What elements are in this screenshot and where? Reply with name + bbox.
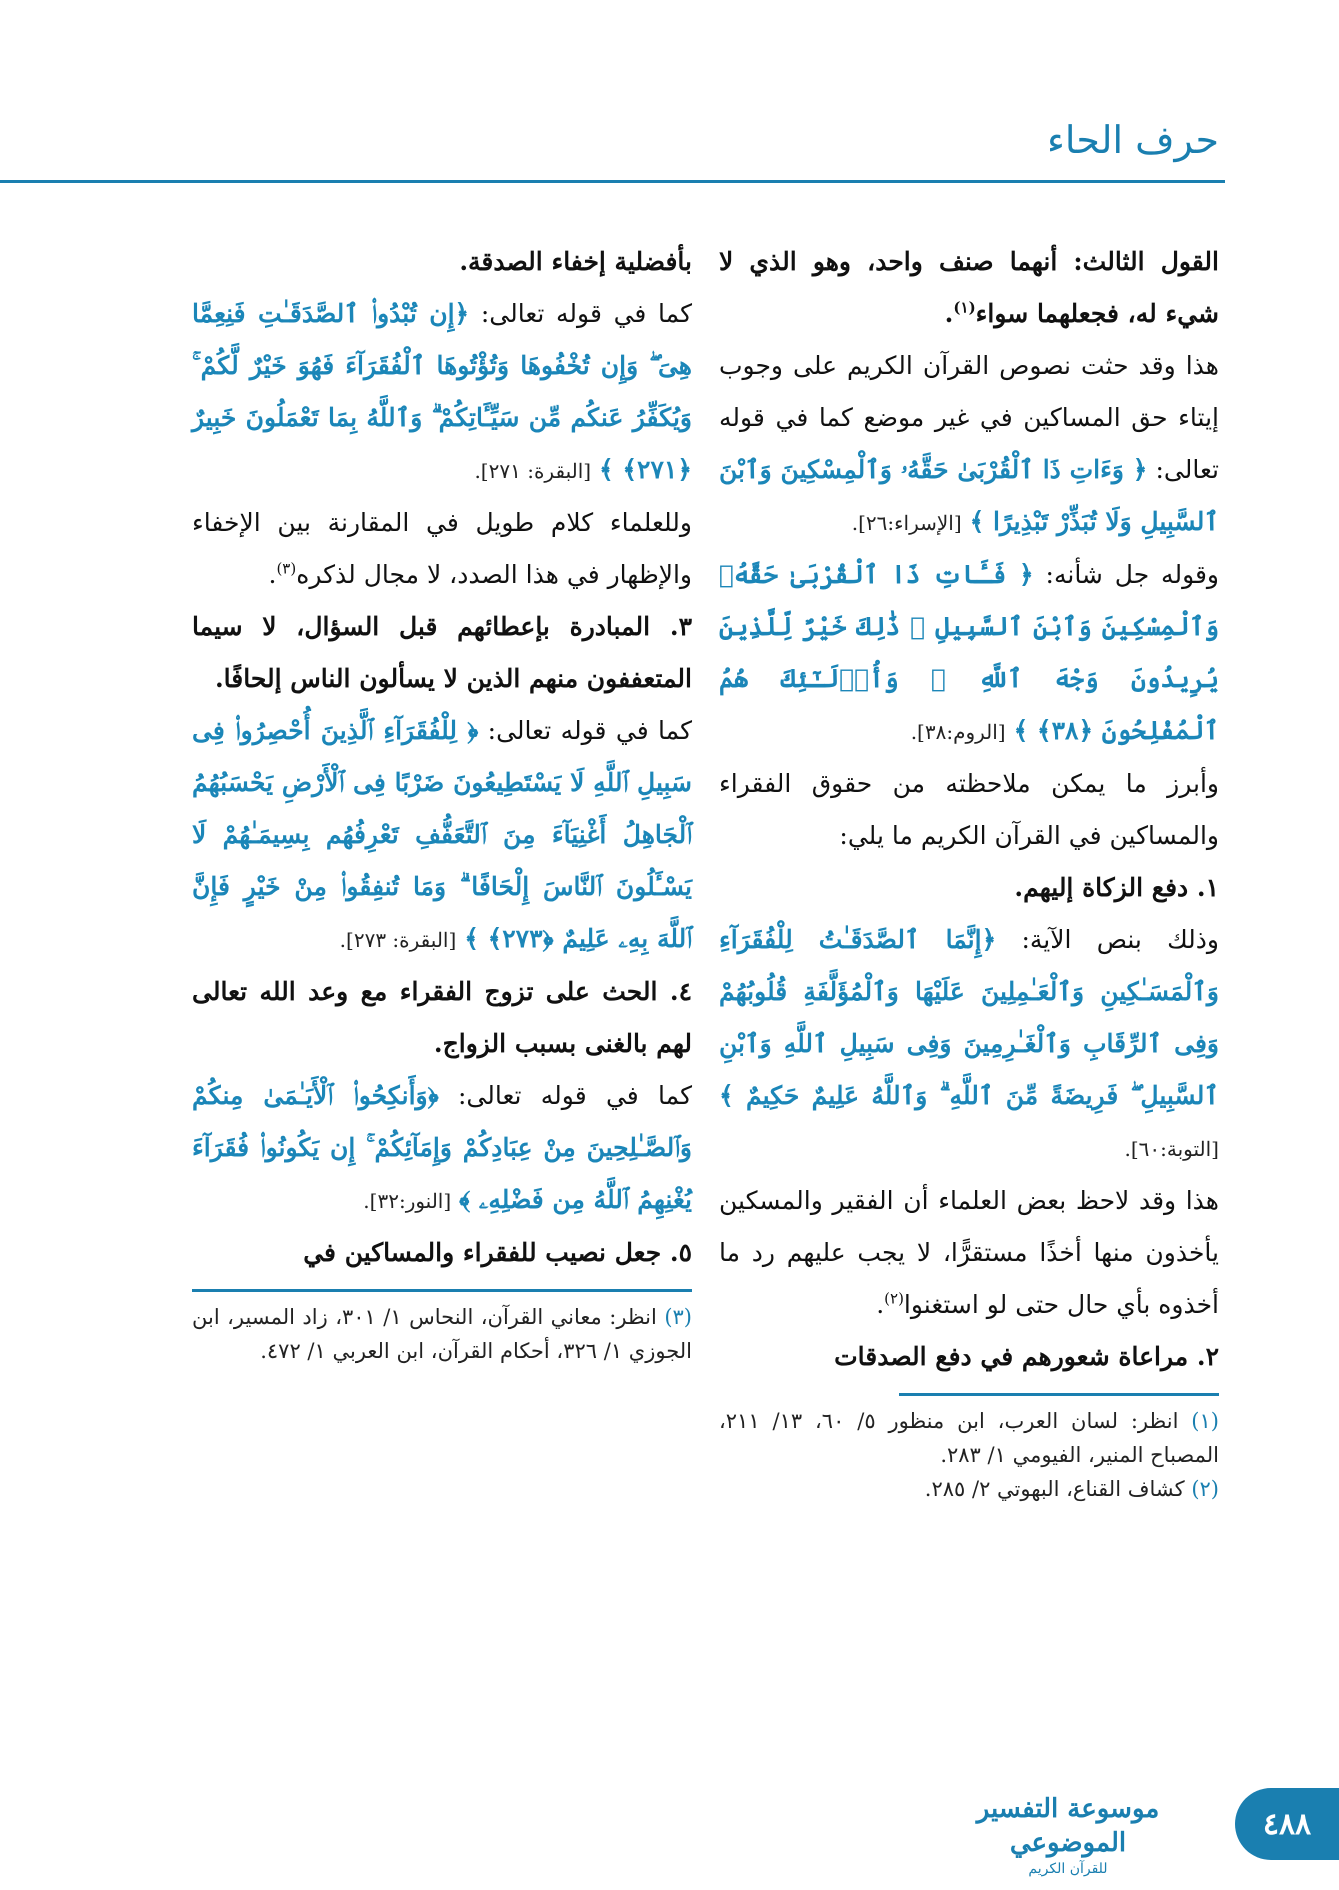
quran-verse: ﴿إِنَّمَا ٱلصَّدَقَـٰتُ لِلْفُقَرَآءِ وَٱلْمَسَـٰكِينِ وَٱلْعَـٰمِلِينَ عَلَيْهَا وَٱلْمُؤَلَّفَةِ قُلُوبُهُمْ وَفِى ٱلرِّقَابِ وَٱلْغَـٰرِمِينَ وَفِى سَبِيلِ ٱللَّهِ وَٱبْنِ ٱلسَّبِيلِ ۖ فَرِيضَةً مِّنَ ٱللَّهِ ۗ وَٱللَّهُ عَلِيمٌ حَكِيمٌ ﴾ [719, 925, 1219, 1110]
quran-verse: ﴿ فَـَٔاتِ ذَا ٱلْقُرْبَىٰ حَقَّهُۥ وَٱلْمِسْكِينَ وَٱبْنَ ٱلسَّبِيلِ ۚ ذَٰلِكَ خَيْرٌ لِّلَّذِينَ يُرِيدُونَ وَجْهَ ٱللَّهِ ۖ وَأُو۟لَـٰٓئِكَ هُمُ ٱلْمُفْلِحُونَ ﴿٣٨﴾ ﴾ [719, 560, 1219, 745]
quran-verse: ﴿ وَءَاتِ ذَا ٱلْقُرْبَىٰ حَقَّهُۥ وَٱلْمِسْكِينَ وَٱبْنَ ٱلسَّبِيلِ وَلَا تُبَذِّرْ تَبْذِيرًا ﴾ [719, 455, 1219, 536]
footnote-rule [192, 1289, 692, 1292]
paragraph: وقوله جل شأنه: ﴿ فَـَٔاتِ ذَا ٱلْقُرْبَىٰ حَقَّهُۥ وَٱلْمِسْكِينَ وَٱبْنَ ٱلسَّبِيلِ ۚ ذَٰلِكَ خَيْرٌ لِّلَّذِينَ يُرِيدُونَ وَجْهَ ٱللَّهِ ۖ وَأُو۟لَـٰٓئِكَ هُمُ ٱلْمُفْلِحُونَ ﴿٣٨﴾ ﴾ [الروم:٣٨]. [719, 560, 1220, 745]
footnote-ref[interactable]: (٢) [884, 1289, 904, 1308]
paragraph: كما في قوله تعالى: ﴿ لِلْفُقَرَآءِ ٱلَّذِينَ أُحْصِرُوا۟ فِى سَبِيلِ ٱللَّهِ لَا يَسْتَطِيعُونَ ضَرْبًا فِى ٱلْأَرْضِ يَحْسَبُهُمُ ٱلْجَاهِلُ أَغْنِيَآءَ مِنَ ٱلتَّعَفُّفِ تَعْرِفُهُم بِسِيمَـٰهُمْ لَا يَسْـَٔلُونَ ٱلنَّاسَ إِلْحَافًا ۗ وَمَا تُنفِقُوا۟ مِنْ خَيْرٍ فَإِنَّ ٱللَّهَ بِهِۦ عَلِيمٌ ﴿٢٧٣﴾ ﴾ [البقرة: ٢٧٣]. [192, 716, 693, 953]
quran-verse: ﴿ لِلْفُقَرَآءِ ٱلَّذِينَ أُحْصِرُوا۟ فِى سَبِيلِ ٱللَّهِ لَا يَسْتَطِيعُونَ ضَرْبًا فِى ٱلْأَرْضِ يَحْسَبُهُمُ ٱلْجَاهِلُ أَغْنِيَآءَ مِنَ ٱلتَّعَفُّفِ تَعْرِفُهُم بِسِيمَـٰهُمْ لَا يَسْـَٔلُونَ ٱلنَّاسَ إِلْحَافًا ۗ وَمَا تُنفِقُوا۟ مِنْ خَيْرٍ فَإِنَّ ٱللَّهَ بِهِۦ عَلِيمٌ ﴿٢٧٣﴾ ﴾ [192, 716, 692, 953]
paragraph: وللعلماء كلام طويل في المقارنة بين الإخفاء والإظهار في هذا الصدد، لا مجال لذكره$^{(٣)}$. [192, 508, 692, 589]
footnote: (٣) انظر: معاني القرآن، النحاس ١/ ٣٠١، زاد المسير، ابن الجوزي ١/ ٣٢٦، أحكام القرآن، ابن العربي ١/ ٤٧٢. [192, 1305, 692, 1363]
paragraph: هذا وقد لاحظ بعض العلماء أن الفقير والمسكين يأخذون منها أخذًا مستقرًّا، لا يجب عليهم رد ما أخذوه بأي حال حتى لو استغنوا$^{(٢)}$. [719, 1186, 1219, 1319]
page-header-title: حرف الحاء [1046, 118, 1219, 162]
verse-reference: [التوبة:٦٠]. [1124, 1137, 1219, 1161]
paragraph: القول الثالث: أنهما صنف واحد، وهو الذي لا شيء له، فجعلهما سواء$^{(١)}$. [719, 247, 1219, 328]
footnote-ref[interactable]: (٣) [276, 559, 297, 578]
footnote-rule [899, 1393, 1219, 1396]
list-heading: ٥. جعل نصيب للفقراء والمساكين في [303, 1238, 692, 1267]
paragraph: كما في قوله تعالى: ﴿وَأَنكِحُوا۟ ٱلْأَيَـٰمَىٰ مِنكُمْ وَٱلصَّـٰلِحِينَ مِنْ عِبَادِكُمْ وَإِمَآئِكُمْ ۚ إِن يَكُونُوا۟ فُقَرَآءَ يُغْنِهِمُ ٱللَّهُ مِن فَضْلِهِۦ ﴾ [النور:٣٢]. [192, 1081, 692, 1214]
verse-reference: [الإسراء:٢٦]. [851, 511, 962, 535]
footnotes [719, 1404, 1219, 1506]
footnote: (١) انظر: لسان العرب، ابن منظور ٥/ ٦٠، ١٣/ ٢١١، المصباح المنير، الفيومي ١/ ٢٨٣. [719, 1409, 1219, 1467]
encyclopedia-logo: موسوعة التفسير الموضوعي للقرآن الكريم [976, 1794, 1160, 1877]
paragraph: بأفضلية إخفاء الصدقة. [459, 247, 692, 276]
list-heading: ٣. المبادرة بإعطائهم قبل السؤال، لا سيما المتعففون منهم الذين لا يسألون الناس إلحافًا. [192, 612, 692, 693]
left-column [192, 236, 692, 1368]
verse-reference: [البقرة: ٢٧٣]. [339, 928, 457, 952]
quran-verse: ﴿وَأَنكِحُوا۟ ٱلْأَيَـٰمَىٰ مِنكُمْ وَٱلصَّـٰلِحِينَ مِنْ عِبَادِكُمْ وَإِمَآئِكُمْ ۚ إِن يَكُونُوا۟ فُقَرَآءَ يُغْنِهِمُ ٱللَّهُ مِن فَضْلِهِۦ ﴾ [192, 1081, 692, 1214]
verse-reference: [البقرة: ٢٧١]. [474, 459, 592, 483]
verse-reference: [النور:٣٢]. [363, 1189, 452, 1213]
paragraph: كما في قوله تعالى: ﴿إِن تُبْدُوا۟ ٱلصَّدَقَـٰتِ فَنِعِمَّا هِىَ ۖ وَإِن تُخْفُوهَا وَتُؤْتُوهَا ٱلْفُقَرَآءَ فَهُوَ خَيْرٌ لَّكُمْ ۚ وَيُكَفِّرُ عَنكُم مِّن سَيِّـَٔاتِكُمْ ۗ وَٱللَّهُ بِمَا تَعْمَلُونَ خَبِيرٌ ﴿٢٧١﴾ ﴾ [البقرة: ٢٧١]. [192, 299, 692, 484]
list-heading: ٤. الحث على تزوج الفقراء مع وعد الله تعالى لهم بالغنى بسبب الزواج. [192, 977, 692, 1058]
right-column [719, 236, 1219, 1506]
quran-verse: ﴿إِن تُبْدُوا۟ ٱلصَّدَقَـٰتِ فَنِعِمَّا هِىَ ۖ وَإِن تُخْفُوهَا وَتُؤْتُوهَا ٱلْفُقَرَآءَ فَهُوَ خَيْرٌ لَّكُمْ ۚ وَيُكَفِّرُ عَنكُم مِّن سَيِّـَٔاتِكُمْ ۗ وَٱللَّهُ بِمَا تَعْمَلُونَ خَبِيرٌ ﴿٢٧١﴾ ﴾ [192, 299, 692, 484]
footnote: (٢) كشاف القناع، البهوتي ٢/ ٢٨٥. [924, 1477, 1219, 1501]
footnote-ref[interactable]: (١) [953, 298, 976, 317]
verse-reference: [الروم:٣٨]. [910, 720, 1006, 744]
footnotes [192, 1300, 692, 1368]
list-heading: ٢. مراعاة شعورهم في دفع الصدقات [834, 1342, 1219, 1371]
paragraph: وأبرز ما يمكن ملاحظته من حقوق الفقراء والمساكين في القرآن الكريم ما يلي: [719, 769, 1219, 850]
paragraph: وذلك بنص الآية: ﴿إِنَّمَا ٱلصَّدَقَـٰتُ لِلْفُقَرَآءِ وَٱلْمَسَـٰكِينِ وَٱلْعَـٰمِلِينَ عَلَيْهَا وَٱلْمُؤَلَّفَةِ قُلُوبُهُمْ وَفِى ٱلرِّقَابِ وَٱلْغَـٰرِمِينَ وَفِى سَبِيلِ ٱللَّهِ وَٱبْنِ ٱلسَّبِيلِ ۖ فَرِيضَةً مِّنَ ٱللَّهِ ۗ وَٱللَّهُ عَلِيمٌ حَكِيمٌ ﴾ [التوبة:٦٠]. [719, 925, 1219, 1161]
list-heading: ١. دفع الزكاة إليهم. [1014, 873, 1219, 902]
page-number-badge: ٤٨٨ [1235, 1788, 1339, 1860]
header-rule [0, 180, 1225, 183]
paragraph: هذا وقد حثت نصوص القرآن الكريم على وجوب إيتاء حق المساكين في غير موضع كما في قوله تعالى: ﴿ وَءَاتِ ذَا ٱلْقُرْبَىٰ حَقَّهُۥ وَٱلْمِسْكِينَ وَٱبْنَ ٱلسَّبِيلِ وَلَا تُبَذِّرْ تَبْذِيرًا ﴾ [الإسراء:٢٦]. [719, 351, 1220, 536]
